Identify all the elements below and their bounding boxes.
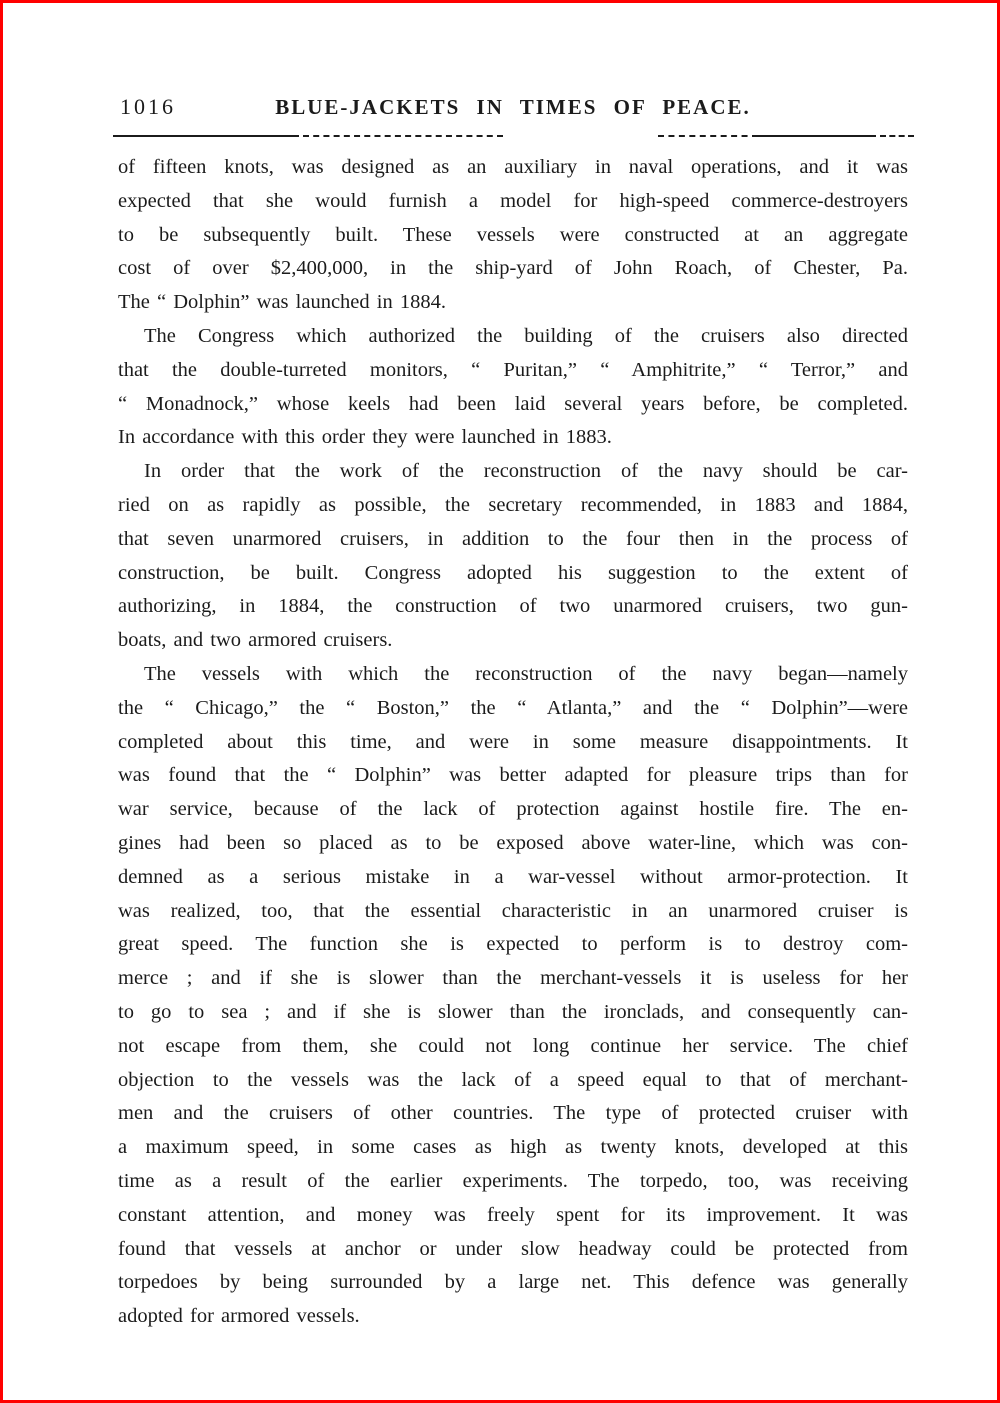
text-line: was realized, too, that the essential characteristic in an unarmored cruiser is — [118, 899, 908, 922]
text-line: ried on as rapidly as possible, the secretary recommended, in 1883 and 1884, — [118, 493, 908, 516]
text-line: authorizing, in 1884, the construction of two unarmored cruisers, two gun- — [118, 595, 908, 618]
page-number: 1016 — [120, 94, 176, 119]
rule-segment — [303, 135, 503, 137]
text-line: expected that she would furnish a model for high-speed commerce-destroyers — [118, 189, 908, 212]
text-line: torpedoes by being surrounded by a large net. This defence was generally — [118, 1271, 908, 1294]
text-line: In order that the work of the reconstruction of the navy should be car- — [144, 460, 908, 483]
text-line: objection to the vessels was the lack of a speed equal to that of merchant- — [118, 1068, 908, 1091]
text-line: merce ; and if she is slower than the merchant-vessels it is useless for her — [118, 967, 908, 990]
text-line: The Congress which authorized the building of the cruisers also directed — [144, 324, 908, 347]
header-rule — [118, 135, 908, 139]
text-line: a maximum speed, in some cases as high as twenty knots, developed at this — [118, 1136, 908, 1159]
rule-segment — [758, 135, 876, 137]
rule-segment — [880, 135, 914, 137]
text-line: that the double-turreted monitors, “ Puritan,” “ Amphitrite,” “ Terror,” and — [118, 358, 908, 381]
text-line: “ Monadnock,” whose keels had been laid several years before, be completed. — [118, 392, 908, 415]
text-line: In accordance with this order they were launched in 1883. — [118, 426, 612, 449]
text-line: found that vessels at anchor or under slow headway could be protected from — [118, 1237, 908, 1260]
text-line: was found that the “ Dolphin” was better adapted for pleasure trips than for — [118, 764, 908, 787]
text-line: cost of over $2,400,000, in the ship-yard of John Roach, of Chester, Pa. — [118, 257, 908, 280]
text-line: of fifteen knots, was designed as an auxiliary in naval operations, and it was — [118, 156, 908, 178]
text-line: adopted for armored vessels. — [118, 1305, 360, 1328]
text-line: boats, and two armored cruisers. — [118, 629, 393, 652]
text-line: completed about this time, and were in some measure disappointments. It — [118, 730, 908, 753]
page-text — [118, 151, 908, 1334]
rule-segment — [658, 135, 758, 137]
text-line: men and the cruisers of other countries. The type of protected cruiser with — [118, 1102, 908, 1125]
text-line: not escape from them, she could not long continue her service. The chief — [118, 1034, 908, 1057]
text-line: that seven unarmored cruisers, in addition to the four then in the process of — [118, 527, 908, 550]
running-head: BLUE-JACKETS IN TIMES OF PEACE. — [275, 95, 751, 119]
text-line: the “ Chicago,” the “ Boston,” the “ Atlanta,” and the “ Dolphin”—were — [118, 696, 908, 719]
text-line: war service, because of the lack of protection against hostile fire. The en- — [118, 798, 908, 821]
page-header — [118, 94, 908, 124]
text-line: constant attention, and money was freely spent for its improvement. It was — [118, 1203, 908, 1226]
text-line: to go to sea ; and if she is slower than the ironclads, and consequently can- — [118, 1000, 908, 1023]
rule-segment — [113, 135, 299, 137]
text-line: time as a result of the earlier experiments. The torpedo, too, was receiving — [118, 1169, 908, 1192]
text-line: to be subsequently built. These vessels were constructed at an aggregate — [118, 223, 908, 246]
text-line: construction, be built. Congress adopted his suggestion to the extent of — [118, 561, 908, 584]
text-line: The vessels with which the reconstruction of the navy began—namely — [144, 662, 908, 685]
text-line: demned as a serious mistake in a war-vessel without armor-protection. It — [118, 865, 908, 888]
text-line: The “ Dolphin” was launched in 1884. — [118, 291, 446, 314]
text-line: gines had been so placed as to be exposed above water-line, which was con- — [118, 831, 908, 854]
text-line: great speed. The function she is expected to perform is to destroy com- — [118, 933, 908, 956]
book-page — [118, 94, 908, 1334]
